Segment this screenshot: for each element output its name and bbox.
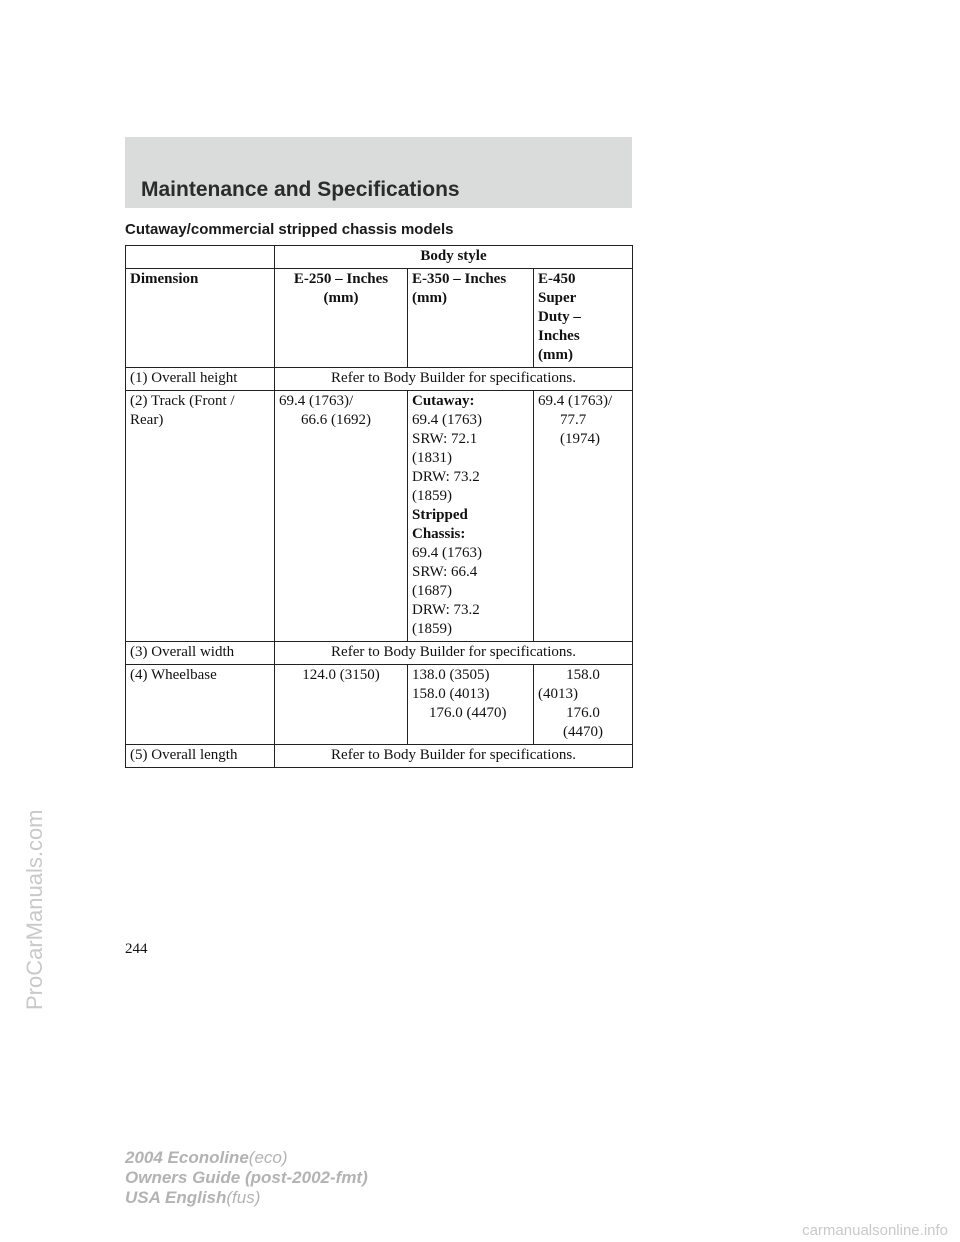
section-title: Cutaway/commercial stripped chassis models	[125, 221, 454, 238]
spec-table	[125, 245, 633, 768]
cell-line: 69.4 (1763)/	[279, 393, 354, 409]
row-label-overall-height: (1) Overall height	[126, 368, 275, 391]
overall-width-value: Refer to Body Builder for specifications.	[275, 642, 633, 665]
cell-line: Cutaway:	[412, 393, 475, 409]
row-label-overall-width: (3) Overall width	[126, 642, 275, 665]
header-line: Inches	[538, 328, 580, 344]
cell-line: 69.4 (1763)	[412, 545, 482, 561]
footer-language-code: (fus)	[226, 1188, 261, 1207]
cell-line: 69.4 (1763)/	[538, 393, 613, 409]
overall-height-value: Refer to Body Builder for specifications.	[275, 368, 633, 391]
cell-line: 77.7 (1974)	[560, 412, 600, 447]
body-style-header: Body style	[275, 246, 633, 269]
cell-line: (1859)	[412, 621, 452, 637]
track-e450	[534, 391, 633, 642]
row-label-wheelbase: (4) Wheelbase	[126, 665, 275, 745]
cell-line: Stripped	[412, 507, 468, 523]
table-row	[126, 665, 633, 745]
cell-line: 158.0	[566, 667, 600, 683]
cell-line: 69.4 (1763)	[412, 412, 482, 428]
row-label-overall-length: (5) Overall length	[126, 745, 275, 768]
header-line: Duty –	[538, 309, 581, 325]
page-number: 244	[125, 941, 148, 957]
track-e250	[275, 391, 408, 642]
cell-line: Chassis:	[412, 526, 466, 542]
table-row	[126, 368, 633, 391]
wheelbase-e350	[408, 665, 534, 745]
header-line: Super	[538, 290, 577, 306]
cell-line: (1831)	[412, 450, 452, 466]
cell-line: 176.0	[566, 705, 600, 721]
cell-line: 138.0 (3505)	[412, 667, 490, 683]
header-line: E-450	[538, 271, 576, 287]
track-e350	[408, 391, 534, 642]
footer-language: USA English	[125, 1188, 227, 1207]
table-row	[126, 269, 633, 368]
footer-line	[125, 1148, 368, 1168]
overall-length-value: Refer to Body Builder for specifications.	[275, 745, 633, 768]
column-header-e450	[534, 269, 633, 368]
table-row	[126, 246, 633, 269]
footer-model: 2004 Econoline	[125, 1148, 249, 1167]
footer-guide: Owners Guide (post-2002-fmt)	[125, 1168, 368, 1187]
cell-line: 158.0 (4013)	[412, 686, 490, 702]
cell-line: DRW: 73.2	[412, 602, 480, 618]
column-header-dimension: Dimension	[126, 269, 275, 368]
table-row	[126, 391, 633, 642]
cell-line: DRW: 73.2	[412, 469, 480, 485]
cell-line: 66.6 (1692)	[301, 412, 371, 428]
table-cell-empty	[126, 246, 275, 269]
footer-line	[125, 1188, 368, 1208]
cell-line: SRW: 66.4	[412, 564, 478, 580]
cell-line: SRW: 72.1	[412, 431, 478, 447]
cell-line: (4013)	[538, 686, 578, 702]
row-label-track: (2) Track (Front / Rear)	[126, 391, 275, 642]
chapter-title: Maintenance and Specifications	[141, 178, 460, 201]
wheelbase-e450	[534, 665, 633, 745]
cell-line: (1859)	[412, 488, 452, 504]
column-header-e250: E-250 – Inches (mm)	[275, 269, 408, 368]
table-row	[126, 642, 633, 665]
footer-model-code: (eco)	[248, 1148, 288, 1167]
bottom-watermark: carmanualsonline.info	[802, 1222, 948, 1239]
cell-line: (1687)	[412, 583, 452, 599]
table-row	[126, 745, 633, 768]
column-header-e350: E-350 – Inches (mm)	[408, 269, 534, 368]
document-footer	[125, 1148, 368, 1208]
cell-line: (4470)	[563, 724, 604, 740]
side-watermark: ProCarManuals.com	[22, 809, 47, 1010]
header-line: (mm)	[538, 347, 573, 363]
wheelbase-e250: 124.0 (3150)	[275, 665, 408, 745]
cell-line: 176.0 (4470)	[429, 705, 507, 721]
footer-line	[125, 1168, 368, 1188]
